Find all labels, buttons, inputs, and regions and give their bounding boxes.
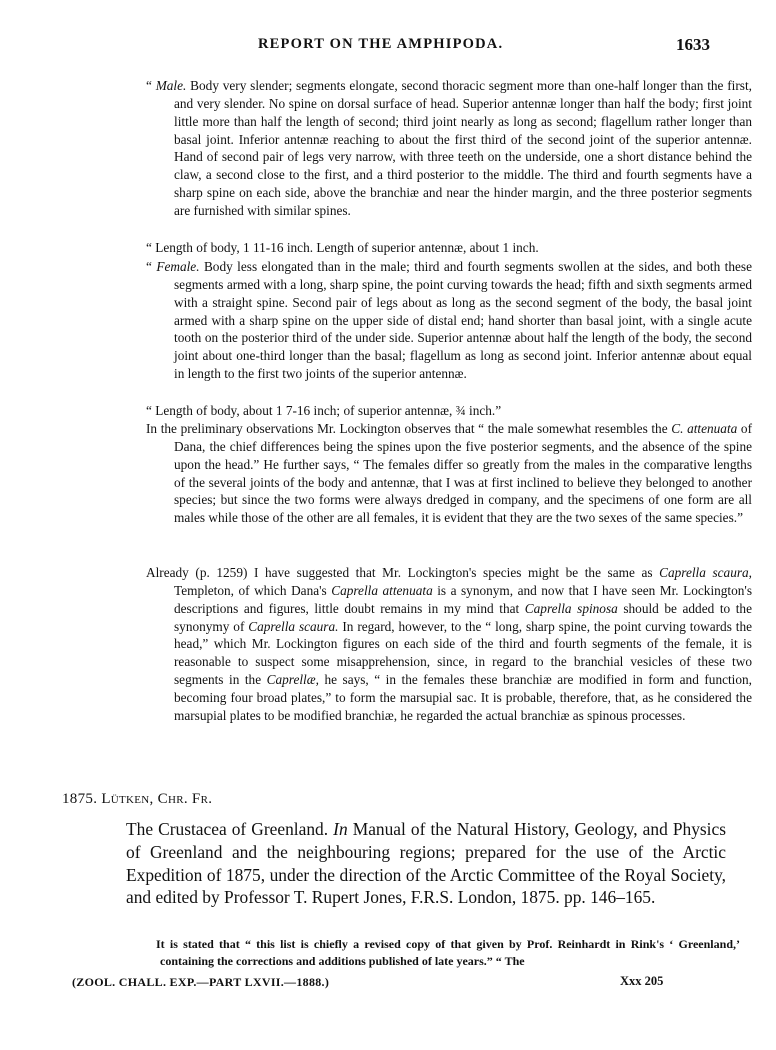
entry-in: In	[333, 819, 348, 839]
species-name: Caprella spinosa	[524, 600, 618, 616]
footnote-text: It is stated that “ this list is chiefly a revised copy of that given by Prof. Reinhardt in Rink's ‘ Greenland,’ containing the corrections and additions published of late years.” “ The	[156, 937, 740, 968]
signature-mark: Xxx 205	[620, 974, 664, 988]
page-header	[0, 36, 776, 56]
footnote	[144, 936, 740, 970]
female-label: Female.	[156, 259, 200, 274]
synonymy-text-g: should be added to the synonymy of	[174, 600, 752, 634]
signature-line: (ZOOL. CHALL. EXP.—PART LXVII.—1888.)	[72, 975, 330, 989]
synonymy-text-a: Already (p. 1259) I have suggested that Mr. Lockington's species might be the same as	[146, 565, 660, 580]
entry-title: The Crustacea of Greenland.	[126, 819, 329, 839]
genus-name: Caprellæ,	[266, 672, 319, 688]
synonymy-text-i: In regard, however, to the “ long, sharp spine, the point curving towards the head,” which Mr. Lockington figures on each side of the third and fourth segments of the female, it is reasonable to suspect some misapprehension, since, in regard to the branchial vesicles of these two segments in the	[174, 618, 752, 688]
quote-mark: “	[146, 78, 156, 93]
male-description: Body very slender; segments elongate, second thoracic segment more than one-half longer than the first, and very slender. No spine on dorsal surface of head. Superior antennæ longer than half the body; first joint little more than half the length of second; third joint nearly as long as second; flagellum rather longer than basal joint. Inferior antennæ reaching to about the first third of the second joint of the superior antennæ. Hand of second pair of legs very narrow, with three teeth on the underside, one a short distance behind the claw, a second close to the first, and a third posterior to the middle. The third and fourth segments have a sharp spine on each side, above the branchiæ and near the hinder margin, and the three posterior segments are furnished with similar spines.	[174, 78, 752, 218]
quote-paragraph-female	[146, 258, 752, 383]
entry-author: Lütken, Chr. Fr.	[101, 791, 213, 807]
page-number: 1633	[676, 35, 710, 54]
entry-details: Manual of the Natural History, Geology, and Physics of Greenland and the neighbouring regions; prepared for the use of the Arctic Expedition of 1875, under the direction of the Arctic Committee of the Royal Society, and edited by Professor T. Rupert Jones, F.R.S. London, 1875. pp. 146–165.	[126, 819, 726, 908]
synonymy-paragraph	[146, 564, 752, 725]
species-name: Caprella scaura	[659, 565, 749, 580]
species-name: Caprella attenuata	[331, 582, 433, 598]
female-length-text: “ Length of body, about 1 7-16 inch; of superior antennæ, ¾ inch.”	[146, 403, 502, 418]
species-name: C. attenuata	[671, 421, 738, 436]
observations-text-1: In the preliminary observations Mr. Lockington observes that “ the male somewhat resembles the	[146, 421, 672, 436]
male-label: Male.	[155, 78, 187, 93]
bibliography-entry-heading	[62, 791, 212, 808]
bibliography-entry-body	[126, 818, 726, 909]
male-length-text: “ Length of body, 1 11-16 inch. Length of superior antennæ, about 1 inch.	[146, 240, 539, 255]
quote-mark: “	[146, 259, 157, 274]
quote-paragraph-male	[146, 77, 752, 220]
synonymy-text-k: he says, “ in the females these branchiæ are modified in form and function, becoming four broad plates,” to form the marsupial sac. It is probable, therefore, that, as he considered the marsupial plates to be modified branchiæ, he regarded the actual branchiæ as spinous processes.	[174, 672, 752, 723]
running-title: REPORT ON THE AMPHIPODA.	[258, 36, 504, 52]
entry-year: 1875.	[62, 791, 98, 807]
synonymy-text-c: , Templeton, of which Dana's	[174, 565, 752, 598]
synonymy-text-e: is a synonym, and now that I have seen Mr. Lockington's descriptions and figures, little doubt remains in my mind that	[174, 582, 752, 616]
observations-text-2: of Dana, the chief differences being the spines upon the five posterior segments, and the absence of the spine upon the head.” He further says, “ The females differ so greatly from the males in the comparative lengths of the several joints of the body and antennæ, that I was at first inclined to believe they belonged to another species; but since the two forms were always dredged in company, and the specimens of one form are all males while those of the other are all females, it is evident that they are the two sexes of the same species.”	[174, 421, 752, 526]
female-description: Body less elongated than in the male; third and fourth segments swollen at the sides, and both these segments armed with a long, sharp spine, the point curving towards the head; fifth and sixth segments armed with a straight spine. Second pair of legs about as long as the second segment of the body, the basal joint armed with a sharp spine on the upper side of distal end; hand shorter than basal joint, with a single acute tooth on the posterior third of the under side. Superior antennæ about half the length of the body, the second joint about one-third longer than the basal; flagellum as long as second joint. Inferior antennæ about equal in length to the first two joints of the superior antennæ.	[174, 259, 752, 382]
quote-paragraph-male-length	[146, 239, 752, 257]
species-name: Caprella scaura.	[248, 618, 339, 634]
observations-paragraph	[146, 420, 752, 527]
quote-paragraph-female-length	[146, 402, 752, 420]
